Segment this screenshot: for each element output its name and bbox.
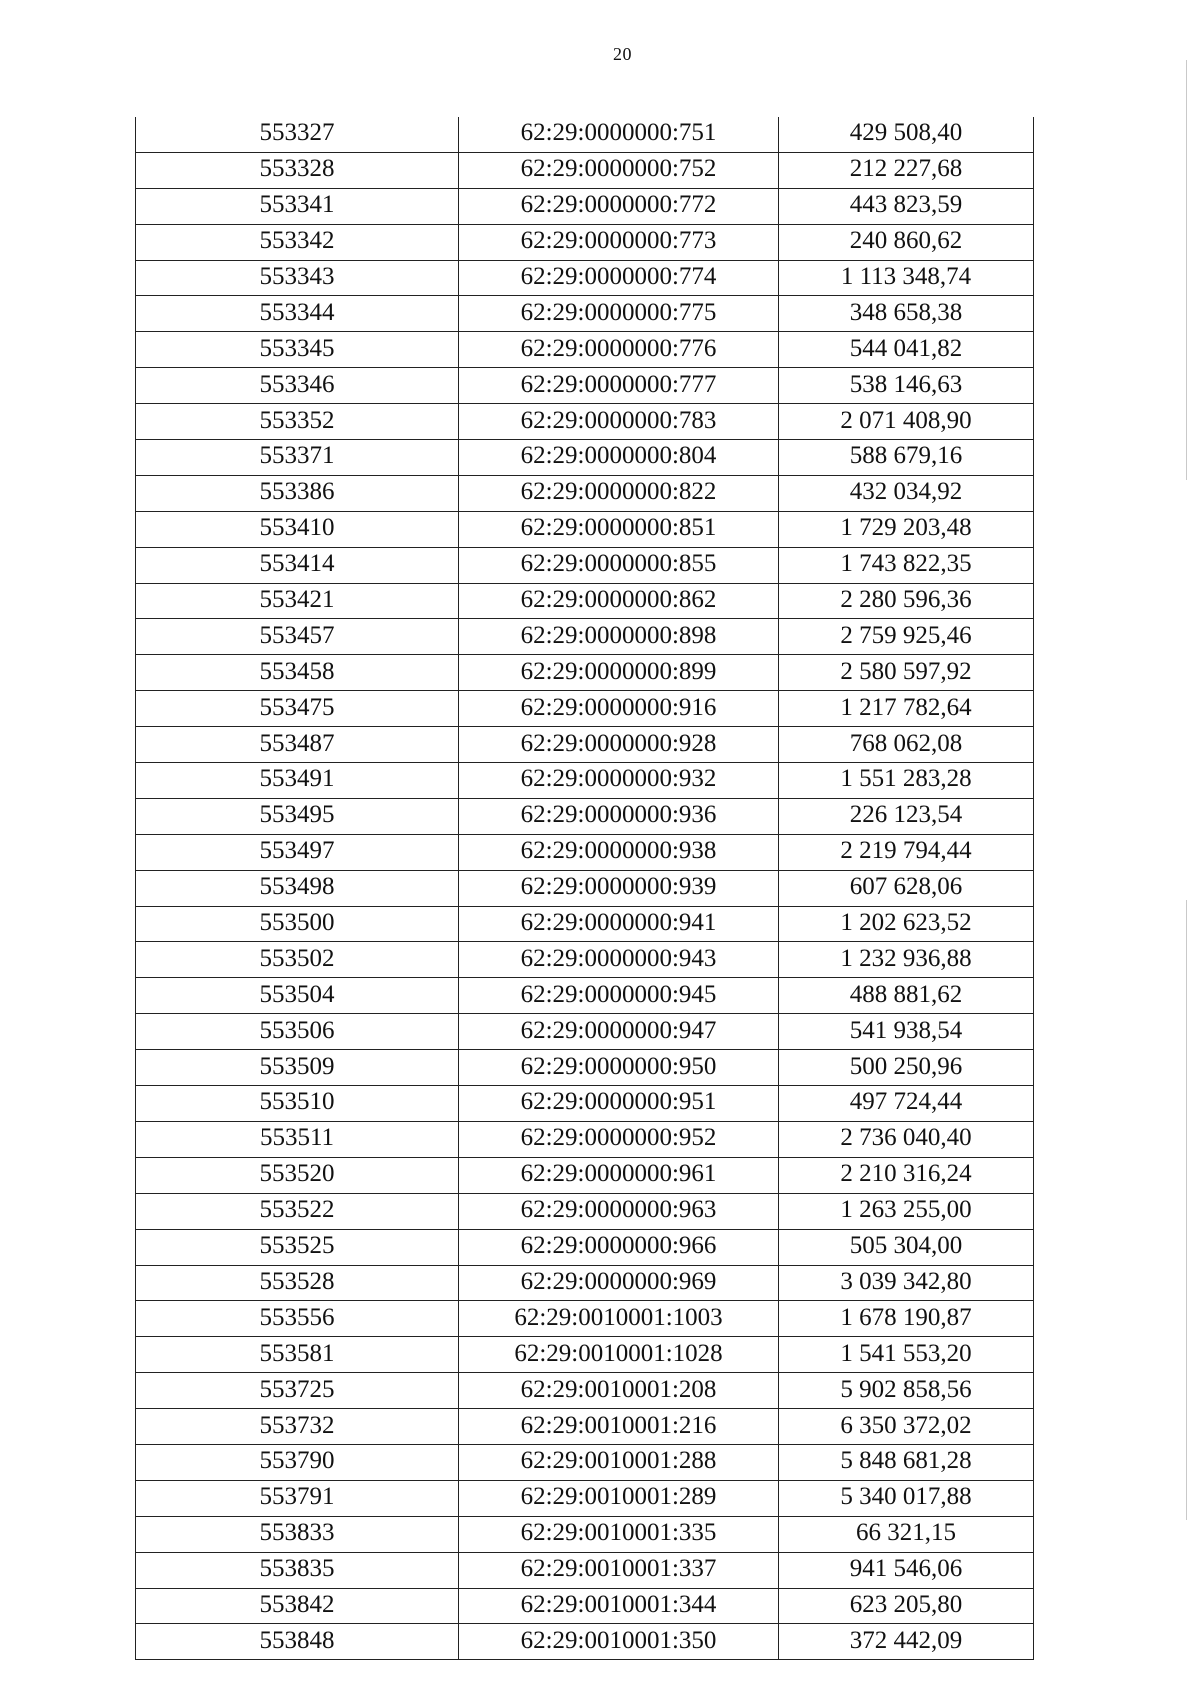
- record-number-cell: 553475: [136, 691, 459, 727]
- cadastral-value-cell: 2 759 925,46: [779, 619, 1034, 655]
- cadastral-number-cell: 62:29:0000000:947: [459, 1014, 779, 1050]
- cadastral-number-cell: 62:29:0000000:862: [459, 583, 779, 619]
- table-row: [136, 1444, 1034, 1480]
- record-number-cell: 553520: [136, 1157, 459, 1193]
- cadastral-value-cell: 623 205,80: [779, 1588, 1034, 1624]
- table-row: [136, 1337, 1034, 1373]
- record-number-cell: 553504: [136, 978, 459, 1014]
- registry-table: [135, 117, 1034, 1660]
- cadastral-value-cell: 497 724,44: [779, 1086, 1034, 1122]
- record-number-cell: 553371: [136, 440, 459, 476]
- table-row: [136, 404, 1034, 440]
- table-row: [136, 188, 1034, 224]
- cadastral-value-cell: 6 350 372,02: [779, 1409, 1034, 1445]
- cadastral-number-cell: 62:29:0010001:289: [459, 1480, 779, 1516]
- cadastral-value-cell: 538 146,63: [779, 368, 1034, 404]
- cadastral-number-cell: 62:29:0000000:969: [459, 1265, 779, 1301]
- record-number-cell: 553497: [136, 834, 459, 870]
- cadastral-number-cell: 62:29:0000000:945: [459, 978, 779, 1014]
- cadastral-value-cell: 66 321,15: [779, 1516, 1034, 1552]
- cadastral-number-cell: 62:29:0010001:288: [459, 1444, 779, 1480]
- cadastral-number-cell: 62:29:0000000:751: [459, 117, 779, 152]
- cadastral-number-cell: 62:29:0000000:855: [459, 547, 779, 583]
- record-number-cell: 553344: [136, 296, 459, 332]
- cadastral-value-cell: 432 034,92: [779, 475, 1034, 511]
- cadastral-value-cell: 348 658,38: [779, 296, 1034, 332]
- cadastral-number-cell: 62:29:0010001:337: [459, 1552, 779, 1588]
- record-number-cell: 553495: [136, 798, 459, 834]
- cadastral-number-cell: 62:29:0000000:936: [459, 798, 779, 834]
- record-number-cell: 553327: [136, 117, 459, 152]
- record-number-cell: 553346: [136, 368, 459, 404]
- table-row: [136, 1516, 1034, 1552]
- cadastral-value-cell: 941 546,06: [779, 1552, 1034, 1588]
- record-number-cell: 553345: [136, 332, 459, 368]
- table-row: [136, 691, 1034, 727]
- cadastral-value-cell: 488 881,62: [779, 978, 1034, 1014]
- cadastral-value-cell: 1 263 255,00: [779, 1193, 1034, 1229]
- cadastral-value-cell: 1 729 203,48: [779, 511, 1034, 547]
- cadastral-value-cell: 2 280 596,36: [779, 583, 1034, 619]
- cadastral-value-cell: 5 902 858,56: [779, 1373, 1034, 1409]
- table-row: [136, 475, 1034, 511]
- table-row: [136, 906, 1034, 942]
- table-row: [136, 763, 1034, 799]
- cadastral-value-cell: 212 227,68: [779, 152, 1034, 188]
- cadastral-value-cell: 2 736 040,40: [779, 1121, 1034, 1157]
- cadastral-number-cell: 62:29:0000000:775: [459, 296, 779, 332]
- table-row: [136, 117, 1034, 152]
- table-row: [136, 798, 1034, 834]
- record-number-cell: 553386: [136, 475, 459, 511]
- cadastral-number-cell: 62:29:0010001:350: [459, 1624, 779, 1660]
- record-number-cell: 553522: [136, 1193, 459, 1229]
- record-number-cell: 553410: [136, 511, 459, 547]
- table-row: [136, 1229, 1034, 1265]
- cadastral-value-cell: 443 823,59: [779, 188, 1034, 224]
- record-number-cell: 553848: [136, 1624, 459, 1660]
- cadastral-number-cell: 62:29:0010001:216: [459, 1409, 779, 1445]
- record-number-cell: 553791: [136, 1480, 459, 1516]
- table-row: [136, 1373, 1034, 1409]
- record-number-cell: 553487: [136, 727, 459, 763]
- record-number-cell: 553500: [136, 906, 459, 942]
- cadastral-value-cell: 5 340 017,88: [779, 1480, 1034, 1516]
- cadastral-number-cell: 62:29:0000000:776: [459, 332, 779, 368]
- scan-artifact-line: [1186, 60, 1187, 480]
- cadastral-number-cell: 62:29:0000000:851: [459, 511, 779, 547]
- cadastral-number-cell: 62:29:0000000:774: [459, 260, 779, 296]
- cadastral-number-cell: 62:29:0000000:950: [459, 1050, 779, 1086]
- table-row: [136, 1014, 1034, 1050]
- cadastral-value-cell: 541 938,54: [779, 1014, 1034, 1050]
- cadastral-number-cell: 62:29:0010001:1028: [459, 1337, 779, 1373]
- table-row: [136, 440, 1034, 476]
- table-row: [136, 1193, 1034, 1229]
- record-number-cell: 553528: [136, 1265, 459, 1301]
- cadastral-number-cell: 62:29:0010001:344: [459, 1588, 779, 1624]
- cadastral-value-cell: 500 250,96: [779, 1050, 1034, 1086]
- table-row: [136, 260, 1034, 296]
- cadastral-number-cell: 62:29:0000000:777: [459, 368, 779, 404]
- cadastral-value-cell: 226 123,54: [779, 798, 1034, 834]
- cadastral-value-cell: 3 039 342,80: [779, 1265, 1034, 1301]
- cadastral-value-cell: 1 217 782,64: [779, 691, 1034, 727]
- cadastral-value-cell: 588 679,16: [779, 440, 1034, 476]
- cadastral-value-cell: 768 062,08: [779, 727, 1034, 763]
- cadastral-number-cell: 62:29:0010001:1003: [459, 1301, 779, 1337]
- table-row: [136, 547, 1034, 583]
- record-number-cell: 553342: [136, 224, 459, 260]
- table-row: [136, 1050, 1034, 1086]
- table-row: [136, 870, 1034, 906]
- cadastral-number-cell: 62:29:0000000:932: [459, 763, 779, 799]
- cadastral-number-cell: 62:29:0000000:773: [459, 224, 779, 260]
- record-number-cell: 553725: [136, 1373, 459, 1409]
- cadastral-value-cell: 505 304,00: [779, 1229, 1034, 1265]
- record-number-cell: 553341: [136, 188, 459, 224]
- record-number-cell: 553581: [136, 1337, 459, 1373]
- record-number-cell: 553510: [136, 1086, 459, 1122]
- table-row: [136, 1157, 1034, 1193]
- scan-artifact-line: [1186, 900, 1187, 1520]
- cadastral-number-cell: 62:29:0010001:208: [459, 1373, 779, 1409]
- record-number-cell: 553343: [136, 260, 459, 296]
- table-row: [136, 1086, 1034, 1122]
- cadastral-number-cell: 62:29:0000000:898: [459, 619, 779, 655]
- cadastral-value-cell: 2 219 794,44: [779, 834, 1034, 870]
- record-number-cell: 553457: [136, 619, 459, 655]
- cadastral-value-cell: 1 678 190,87: [779, 1301, 1034, 1337]
- page-number: 20: [613, 44, 632, 64]
- cadastral-number-cell: 62:29:0010001:335: [459, 1516, 779, 1552]
- cadastral-number-cell: 62:29:0000000:752: [459, 152, 779, 188]
- cadastral-number-cell: 62:29:0000000:772: [459, 188, 779, 224]
- cadastral-number-cell: 62:29:0000000:822: [459, 475, 779, 511]
- table-row: [136, 583, 1034, 619]
- cadastral-value-cell: 5 848 681,28: [779, 1444, 1034, 1480]
- cadastral-number-cell: 62:29:0000000:951: [459, 1086, 779, 1122]
- cadastral-number-cell: 62:29:0000000:928: [459, 727, 779, 763]
- table-row: [136, 1121, 1034, 1157]
- record-number-cell: 553556: [136, 1301, 459, 1337]
- record-number-cell: 553458: [136, 655, 459, 691]
- table-row: [136, 332, 1034, 368]
- table-row: [136, 1552, 1034, 1588]
- table-row: [136, 152, 1034, 188]
- cadastral-number-cell: 62:29:0000000:939: [459, 870, 779, 906]
- cadastral-number-cell: 62:29:0000000:804: [459, 440, 779, 476]
- table-row: [136, 368, 1034, 404]
- record-number-cell: 553498: [136, 870, 459, 906]
- record-number-cell: 553509: [136, 1050, 459, 1086]
- cadastral-number-cell: 62:29:0000000:938: [459, 834, 779, 870]
- record-number-cell: 553835: [136, 1552, 459, 1588]
- table-row: [136, 1265, 1034, 1301]
- record-number-cell: 553525: [136, 1229, 459, 1265]
- cadastral-value-cell: 1 202 623,52: [779, 906, 1034, 942]
- cadastral-number-cell: 62:29:0000000:952: [459, 1121, 779, 1157]
- table-row: [136, 511, 1034, 547]
- cadastral-value-cell: 1 551 283,28: [779, 763, 1034, 799]
- record-number-cell: 553328: [136, 152, 459, 188]
- table-row: [136, 727, 1034, 763]
- table-row: [136, 1588, 1034, 1624]
- record-number-cell: 553421: [136, 583, 459, 619]
- table-row: [136, 1480, 1034, 1516]
- table-row: [136, 619, 1034, 655]
- record-number-cell: 553790: [136, 1444, 459, 1480]
- record-number-cell: 553511: [136, 1121, 459, 1157]
- cadastral-number-cell: 62:29:0000000:941: [459, 906, 779, 942]
- table-row: [136, 942, 1034, 978]
- cadastral-number-cell: 62:29:0000000:899: [459, 655, 779, 691]
- cadastral-value-cell: 544 041,82: [779, 332, 1034, 368]
- record-number-cell: 553414: [136, 547, 459, 583]
- cadastral-value-cell: 1 743 822,35: [779, 547, 1034, 583]
- record-number-cell: 553352: [136, 404, 459, 440]
- table-row: [136, 296, 1034, 332]
- record-number-cell: 553833: [136, 1516, 459, 1552]
- table-row: [136, 834, 1034, 870]
- table-row: [136, 655, 1034, 691]
- cadastral-value-cell: 1 232 936,88: [779, 942, 1034, 978]
- cadastral-number-cell: 62:29:0000000:963: [459, 1193, 779, 1229]
- cadastral-number-cell: 62:29:0000000:966: [459, 1229, 779, 1265]
- table-row: [136, 978, 1034, 1014]
- cadastral-number-cell: 62:29:0000000:961: [459, 1157, 779, 1193]
- table-row: [136, 1409, 1034, 1445]
- cadastral-value-cell: 429 508,40: [779, 117, 1034, 152]
- record-number-cell: 553491: [136, 763, 459, 799]
- cadastral-value-cell: 240 860,62: [779, 224, 1034, 260]
- table-row: [136, 1301, 1034, 1337]
- table-row: [136, 1624, 1034, 1660]
- cadastral-value-cell: 607 628,06: [779, 870, 1034, 906]
- cadastral-value-cell: 2 210 316,24: [779, 1157, 1034, 1193]
- record-number-cell: 553732: [136, 1409, 459, 1445]
- record-number-cell: 553842: [136, 1588, 459, 1624]
- cadastral-value-cell: 2 071 408,90: [779, 404, 1034, 440]
- record-number-cell: 553506: [136, 1014, 459, 1050]
- cadastral-value-cell: 1 541 553,20: [779, 1337, 1034, 1373]
- cadastral-number-cell: 62:29:0000000:943: [459, 942, 779, 978]
- cadastral-value-cell: 372 442,09: [779, 1624, 1034, 1660]
- cadastral-number-cell: 62:29:0000000:783: [459, 404, 779, 440]
- cadastral-value-cell: 2 580 597,92: [779, 655, 1034, 691]
- cadastral-number-cell: 62:29:0000000:916: [459, 691, 779, 727]
- table-row: [136, 224, 1034, 260]
- cadastral-value-cell: 1 113 348,74: [779, 260, 1034, 296]
- record-number-cell: 553502: [136, 942, 459, 978]
